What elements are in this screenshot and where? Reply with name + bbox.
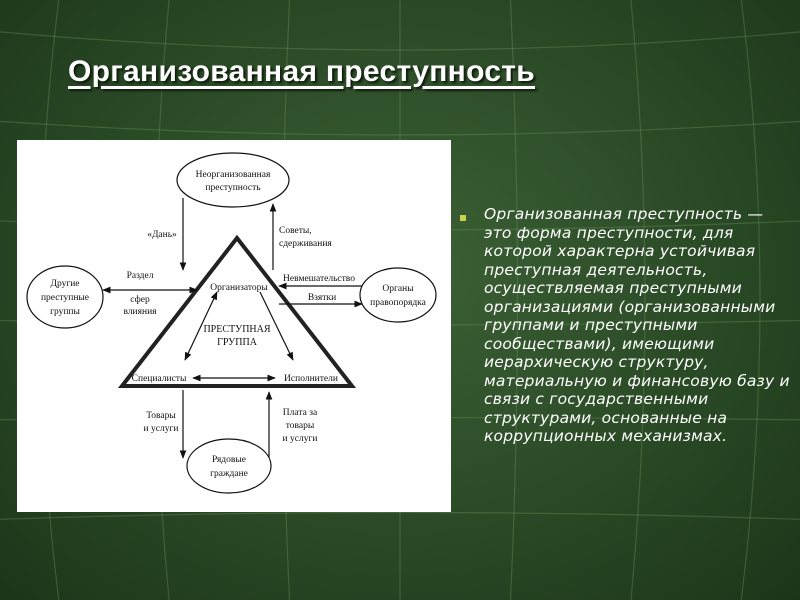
label-payment-line-1: Плата за [282,408,318,418]
definition-bullet [460,205,794,446]
node-unorganized-crime [177,153,289,207]
label-payment-line-2: товары [285,421,315,431]
label-organizers: Организаторы [210,283,268,293]
label-bribes: Взятки [307,293,337,303]
label-payment-line-3: и услуги [282,434,318,444]
node-ordinary-citizens [187,439,271,493]
label-group-line-1: ПРЕСТУПНАЯ [203,324,271,335]
label-group-line-2: ГРУППА [217,337,257,348]
bullet-square-icon [460,215,466,221]
label-tribute: «Дань» [147,230,177,240]
label-advice-line-2: сдерживания [279,239,332,249]
label-specialists: Специалисты [131,374,187,384]
label-advice-line-1: Советы, [279,226,312,236]
label-goods-line-2: и услуги [143,424,179,434]
label-non-interference: Невмешательство [283,274,355,284]
node-other-groups-line-1: Другие [50,279,80,289]
node-unorganized-line-1: Неорганизованная [195,170,271,180]
crime-structure-diagram [17,140,451,512]
node-law-enforcement-line-1: Органы [382,284,414,294]
node-ordinary-citizens-line-2: граждане [210,469,248,479]
node-unorganized-line-2: преступность [205,183,261,193]
node-other-groups-line-3: группы [50,307,80,317]
slide-title: Организованная преступность [68,55,536,88]
definition-text: Организованная преступность — это форма преступности, для которой характерна устойчивая преступная деятельность, осуществляемая преступными организациями (организованными группами и преступными сообществами), имеющими иерархическую структуру, материальную и финансовую базу и связи с государственными структурами, основанные на коррупционных механизмах. [484,205,790,445]
label-division-line-3: влияния [123,307,157,317]
label-executors: Исполнители [284,374,338,384]
label-division-line-2: сфер [130,295,150,305]
node-law-enforcement [360,268,436,322]
node-law-enforcement-line-2: правопорядка [370,298,426,308]
label-division-line-1: Раздел [126,271,154,281]
node-other-groups-line-2: преступные [40,293,90,303]
label-goods-line-1: Товары [146,411,176,421]
node-ordinary-citizens-line-1: Рядовые [212,455,246,465]
